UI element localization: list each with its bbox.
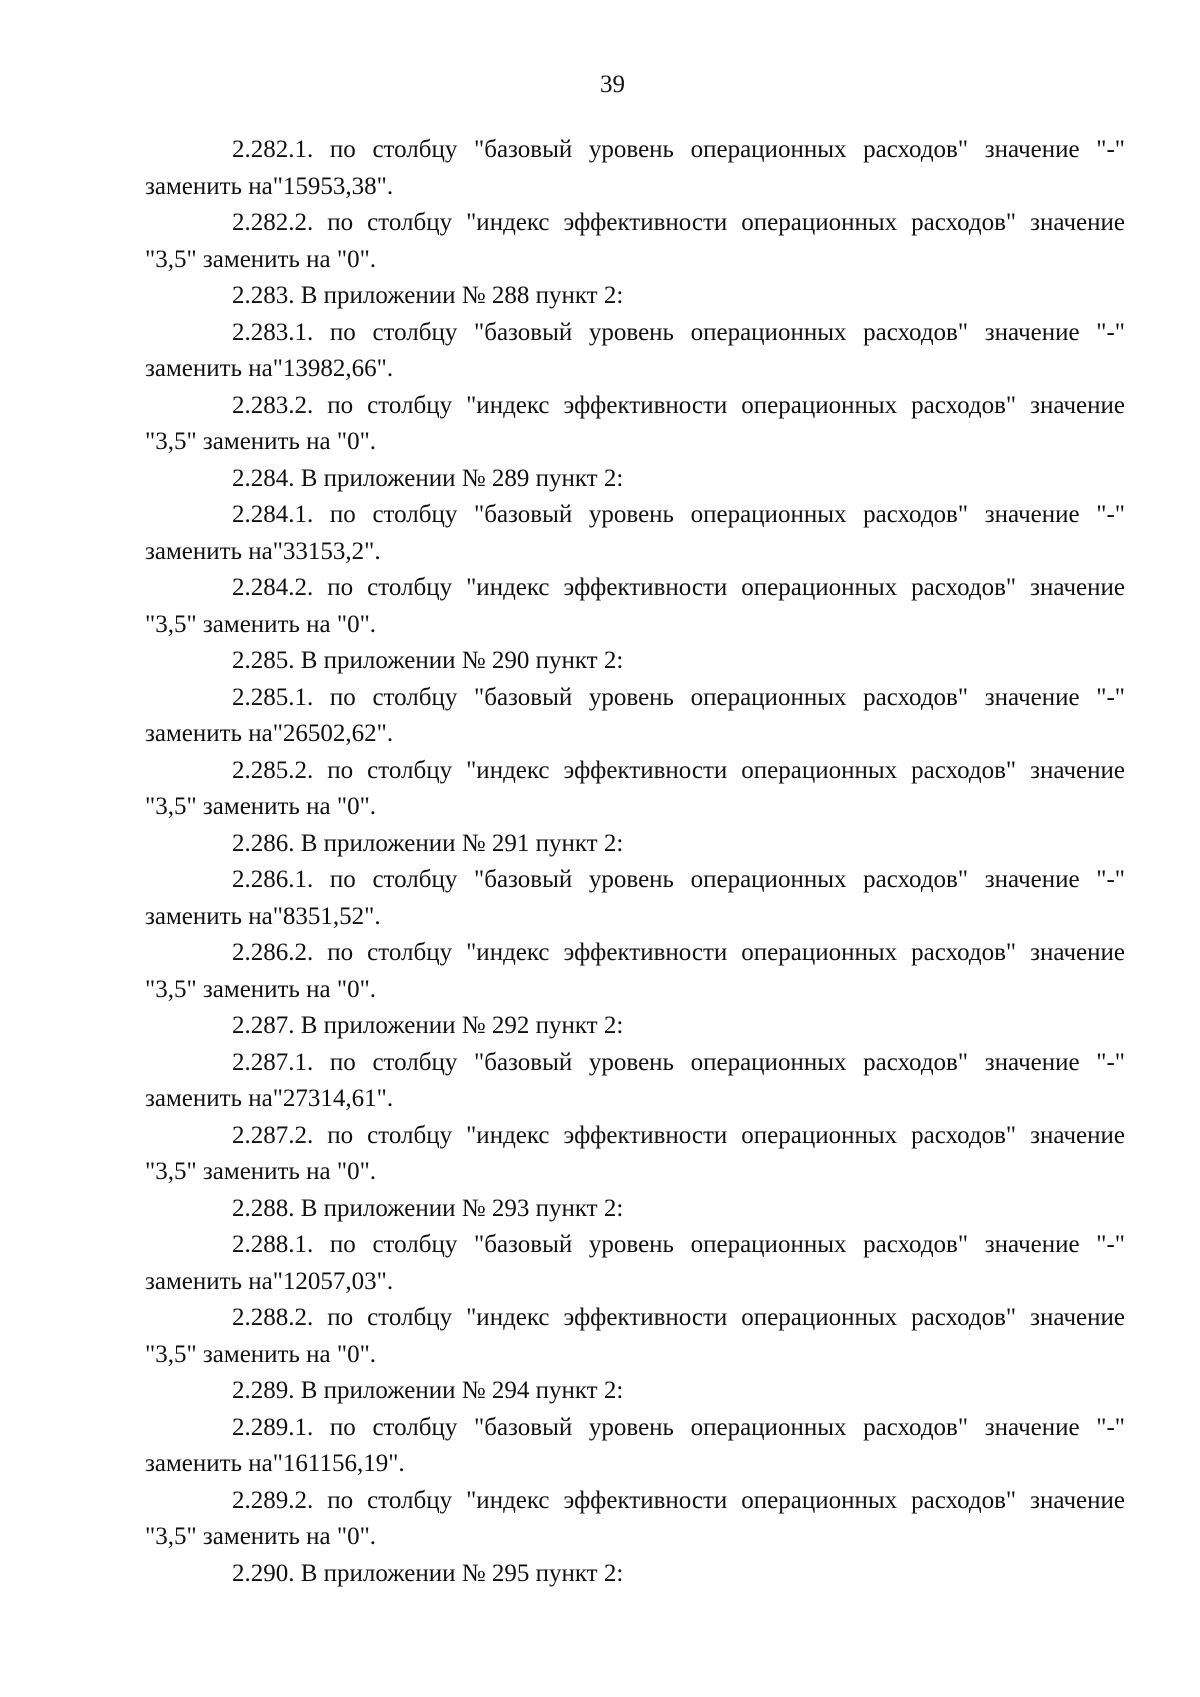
paragraph: 2.285. В приложении № 290 пункт 2: bbox=[232, 647, 624, 674]
paragraph: 2.284.2. по столбцу "индекс эффективности операционных расходов" значение "3,5" заменить на "0". bbox=[145, 574, 1125, 638]
paragraph: 2.283.2. по столбцу "индекс эффективности операционных расходов" значение "3,5" заменить на "0". bbox=[145, 391, 1125, 455]
paragraph: 2.289.1. по столбцу "базовый уровень операционных расходов" значение "-" заменить на"161156,19". bbox=[145, 1413, 1125, 1477]
paragraph: 2.286. В приложении № 291 пункт 2: bbox=[232, 829, 624, 857]
paragraph: 2.286.1. по столбцу "базовый уровень операционных расходов" значение "-" заменить на"8351,52". bbox=[145, 866, 1125, 930]
paragraph: 2.287.2. по столбцу "индекс эффективности операционных расходов" значение "3,5" заменить на "0". bbox=[145, 1121, 1125, 1185]
paragraph: 2.288.2. по столбцу "индекс эффективности операционных расходов" значение "3,5" заменить на "0". bbox=[145, 1304, 1125, 1368]
paragraph: 2.283.1. по столбцу "базовый уровень операционных расходов" значение "-" заменить на"13982,66". bbox=[145, 318, 1125, 382]
paragraph: 2.290. В приложении № 295 пункт 2: bbox=[232, 1559, 624, 1587]
paragraph: 2.282.2. по столбцу "индекс эффективности операционных расходов" значение "3,5" заменить на "0". bbox=[145, 209, 1125, 273]
page-number: 39 bbox=[600, 71, 625, 98]
paragraph: 2.283. В приложении № 288 пункт 2: bbox=[232, 282, 624, 309]
paragraph: 2.285.1. по столбцу "базовый уровень операционных расходов" значение "-" заменить на"26502,62". bbox=[145, 683, 1125, 747]
paragraph: 2.287. В приложении № 292 пункт 2: bbox=[232, 1012, 624, 1039]
paragraph: 2.284. В приложении № 289 пункт 2: bbox=[232, 464, 624, 492]
paragraph: 2.289.2. по столбцу "индекс эффективности операционных расходов" значение "3,5" заменить на "0". bbox=[145, 1486, 1125, 1550]
paragraph: 2.286.2. по столбцу "индекс эффективности операционных расходов" значение "3,5" заменить на "0". bbox=[145, 939, 1125, 1003]
paragraph: 2.282.1. по столбцу "базовый уровень операционных расходов" значение "-" заменить на"15953,38". bbox=[145, 136, 1125, 200]
paragraph: 2.289. В приложении № 294 пункт 2: bbox=[232, 1377, 624, 1404]
paragraph: 2.288. В приложении № 293 пункт 2: bbox=[232, 1194, 624, 1222]
document-body bbox=[145, 132, 1125, 1592]
paragraph: 2.288.1. по столбцу "базовый уровень операционных расходов" значение "-" заменить на"12057,03". bbox=[145, 1231, 1125, 1295]
paragraph: 2.287.1. по столбцу "базовый уровень операционных расходов" значение "-" заменить на"27314,61". bbox=[145, 1048, 1125, 1112]
paragraph: 2.284.1. по столбцу "базовый уровень операционных расходов" значение "-" заменить на"33153,2". bbox=[145, 501, 1125, 565]
paragraph: 2.285.2. по столбцу "индекс эффективности операционных расходов" значение "3,5" заменить на "0". bbox=[145, 756, 1125, 820]
